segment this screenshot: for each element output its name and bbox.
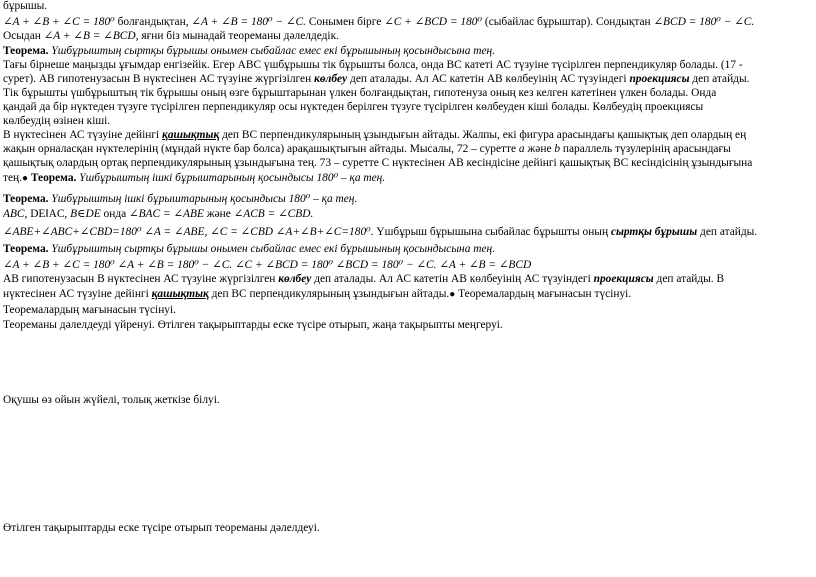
text-line bbox=[3, 101, 703, 114]
text-segment: В нүктесінен АС түзуіне дейінгі bbox=[3, 129, 163, 141]
text-line bbox=[3, 208, 313, 221]
text-line bbox=[3, 59, 743, 72]
text-line bbox=[3, 172, 385, 185]
text-segment: және bbox=[524, 143, 555, 155]
text-segment: а bbox=[518, 143, 525, 155]
formula: B∈DE bbox=[70, 208, 101, 220]
text-segment: онда bbox=[100, 208, 130, 220]
text-segment: яғни біз мынадай теореманы дәлелдедік. bbox=[138, 30, 339, 42]
text-line bbox=[3, 319, 503, 332]
text-segment: Тағы бірнеше маңызды ұғымдар енгізейік. Егер АВС үшбұрышы тік бұрышты болса, онда ВС катеті АС түзуіне түсірілген перпендикуляр болады. (17 - bbox=[3, 59, 743, 71]
text-line bbox=[3, 87, 716, 100]
text-segment: деп аталады. Ал АС катетін АВ көлбеуінің АС түзуіндегі bbox=[347, 73, 630, 85]
text-line bbox=[3, 143, 731, 156]
text-segment: көлбеу bbox=[278, 273, 312, 285]
text-segment: көлбеу bbox=[314, 73, 348, 85]
text-segment: b bbox=[554, 143, 561, 155]
text-segment: Осыдан bbox=[3, 30, 44, 42]
text-segment: болғандықтан, bbox=[114, 16, 192, 28]
text-segment: қашықтық олардың ортақ перпендикулярының ұзындығына тең. 73 – суретте С нүктесінен АВ кесіндісіне дейінгі қашықтық ВС кесіндісінің ұзындығына bbox=[3, 157, 753, 169]
text-segment: деп ВС перпендикулярының ұзындығын айтады. bbox=[208, 288, 450, 300]
text-line bbox=[3, 115, 110, 128]
text-segment: қашықтық bbox=[162, 129, 220, 141]
text-line bbox=[3, 243, 495, 256]
text-segment: тең. bbox=[3, 172, 22, 184]
text-segment: жақын орналасқан нүктелерінің (мұндай нүкте бар болса) арақашықтығын айтады. Мысалы, 72 – суретте bbox=[3, 143, 519, 155]
formula: ∠ACB = ∠CBD. bbox=[233, 208, 314, 220]
text-segment: проекциясы bbox=[593, 273, 654, 285]
text-line bbox=[3, 259, 531, 272]
text-segment: бұрышы. bbox=[3, 0, 48, 12]
text-segment: Үшбұрыштың ішкі бұрыштарының қосындысы 180⁰ – қа тең. bbox=[76, 172, 386, 184]
text-segment: Оқушы өз ойын жүйелі, толық жеткізе білуі. bbox=[3, 394, 220, 406]
text-segment: көлбеудің өзінен кіші. bbox=[3, 115, 111, 127]
text-segment: деп атайды. В bbox=[653, 273, 725, 285]
text-segment: сыртқы бұрышы bbox=[610, 226, 698, 238]
text-segment: (сыбайлас бұрыштар). Сондықтан bbox=[482, 16, 654, 28]
text-segment: қашықтық bbox=[151, 288, 209, 300]
text-line bbox=[3, 30, 339, 43]
text-line bbox=[3, 273, 724, 286]
formula: ∠A + ∠B = ∠BCD, bbox=[43, 30, 139, 42]
text-line bbox=[3, 193, 357, 206]
text-segment: параллель түзулерінің арасындағы bbox=[560, 143, 731, 155]
bullet-icon: ● bbox=[21, 173, 29, 184]
text-segment: нүктесінен АС түзуіне дейінгі bbox=[3, 288, 152, 300]
text-line bbox=[3, 304, 176, 317]
text-segment: Теорема. bbox=[28, 172, 77, 184]
text-segment: Теорема. bbox=[3, 193, 49, 205]
text-line bbox=[3, 522, 320, 535]
text-segment: , DE‖AC, bbox=[24, 208, 71, 220]
text-segment: АВ гипотенузасын В нүктесінен АС түзуіне жүргізілген bbox=[3, 273, 279, 285]
text-line bbox=[3, 129, 746, 142]
formula: ∠BCD = 180⁰ − ∠C. bbox=[653, 16, 755, 28]
text-segment: Үшбұрыш бұрышына сыбайлас бұрышты оның bbox=[373, 226, 611, 238]
text-segment: сурет). АВ гипотенузасын В нүктесінен АС түзуіне жүргізілген bbox=[3, 73, 315, 85]
text-segment: Үшбұрыштың сыртқы бұрышы онымен сыбайлас емес екі бұрышының қосындысына тең. bbox=[51, 45, 496, 57]
text-segment: Теоремалардың мағынасын түсінуі. bbox=[3, 304, 177, 316]
text-segment: Теорема. bbox=[3, 243, 49, 255]
formula: ∠ABE+∠ABC+∠CBD=180⁰ ∠A = ∠ABE, ∠C = ∠CBD ∠A+∠B+∠C=180⁰. bbox=[3, 226, 374, 238]
text-segment: проекциясы bbox=[629, 73, 690, 85]
text-line bbox=[3, 16, 754, 29]
formula: ∠A + ∠B = 180⁰ − ∠C. bbox=[191, 16, 306, 28]
text-segment: деп атайды. bbox=[689, 73, 750, 85]
formula: ∠A + ∠B + ∠C = 180⁰ bbox=[3, 16, 115, 28]
text-segment: Теорема. bbox=[3, 45, 49, 57]
text-line bbox=[3, 226, 757, 239]
text-segment: қандай да бір нүктеден түзуге түсірілген перпендикуляр осы нүктеден берілген түзуге түсірілген көлбеуден кіші болады. Көлбеудің проекциясы bbox=[3, 101, 704, 113]
text-segment: Үшбұрыштың сыртқы бұрышы онымен сыбайлас емес екі бұрышының қосындысына тең. bbox=[51, 243, 496, 255]
text-line bbox=[3, 73, 749, 86]
text-line bbox=[3, 0, 47, 13]
text-segment: Үшбұрыштың ішкі бұрыштарының қосындысы 180⁰ – қа тең. bbox=[51, 193, 358, 205]
text-segment: Өтілген тақырыптарды еске түсіре отырып теореманы дәлелдеуі. bbox=[3, 522, 320, 534]
text-line bbox=[3, 394, 220, 407]
bullet-icon: ● bbox=[449, 289, 456, 300]
text-segment: деп ВС перпендикулярының ұзындығын айтады. Жалпы, екі фигура арасындағы қашықтық деп олардың ең bbox=[219, 129, 747, 141]
text-segment: және bbox=[203, 208, 234, 220]
formula: ABC bbox=[3, 208, 25, 220]
text-segment: деп аталады. Ал АС катетін АВ көлбеуінің АС түзуіндегі bbox=[311, 273, 594, 285]
text-segment: Теореманы дәлелдеуді үйренуі. Өтілген тақырыптарды еске түсіре отырып, жаңа тақырыпты меңгеруі. bbox=[3, 319, 503, 331]
text-line bbox=[3, 288, 631, 301]
text-segment: Теоремалардың мағынасын түсінуі. bbox=[455, 288, 632, 300]
formula: ∠A + ∠B + ∠C = 180⁰ ∠A + ∠B = 180⁰ − ∠C. ∠C + ∠BCD = 180⁰ ∠BCD = 180⁰ − ∠C. ∠A + ∠B = ∠BCD bbox=[3, 259, 532, 271]
text-segment: Тік бұрышты үшбұрыштың тік бұрышы оның өзге бұрыштарынан үлкен болғандықтан, гипотенуза оның кез келген катетінен үлкен болады. Онда bbox=[3, 87, 717, 99]
formula: ∠C + ∠BCD = 180⁰ bbox=[384, 16, 483, 28]
text-line bbox=[3, 157, 752, 170]
formula: ∠BAC = ∠ABE bbox=[129, 208, 204, 220]
text-line bbox=[3, 45, 495, 58]
text-segment: Сонымен бірге bbox=[306, 16, 385, 28]
text-segment: деп атайды. bbox=[697, 226, 758, 238]
